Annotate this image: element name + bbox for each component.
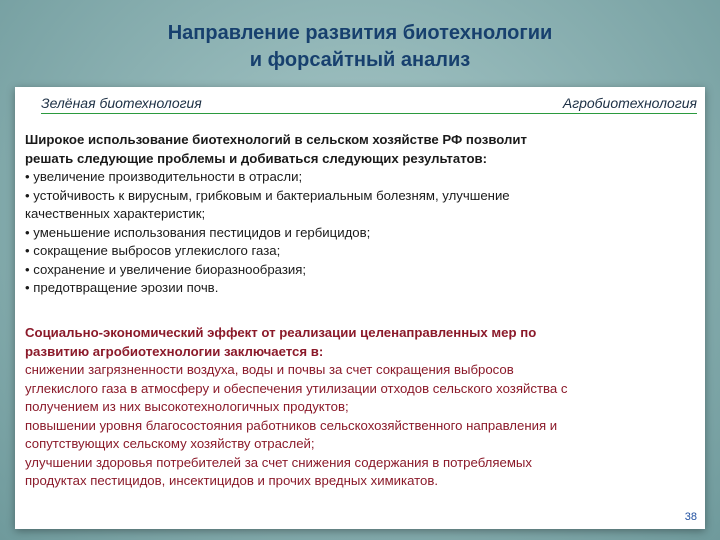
content-panel bbox=[15, 87, 705, 529]
results-item: • предотвращение эрозии почв. bbox=[25, 280, 219, 295]
title-line-2: и форсайтный анализ bbox=[249, 49, 471, 71]
results-lead-line-2: решать следующие проблемы и добиваться следующих результатов: bbox=[25, 150, 488, 166]
subheader-row bbox=[41, 93, 697, 114]
page-number: 38 bbox=[684, 511, 697, 523]
subheader-left: Зелёная биотехнология bbox=[41, 95, 202, 111]
effect-line: получением из них высокотехнологичных продуктов; bbox=[25, 399, 349, 414]
results-item: • увеличение производительности в отрасли; bbox=[25, 169, 303, 184]
effect-line: продуктах пестицидов, инсектицидов и прочих вредных химикатов. bbox=[25, 473, 439, 488]
results-lead-line-1: Широкое использование биотехнологий в сельском хозяйстве РФ позволит bbox=[25, 132, 527, 147]
effect-lead-line-1: Социально-экономический эффект от реализации целенаправленных мер по bbox=[25, 325, 537, 340]
results-item: • сокращение выбросов углекислого газа; bbox=[25, 243, 281, 258]
effect-line: улучшении здоровья потребителей за счет снижения содержания в потребляемых bbox=[25, 454, 532, 470]
results-item: качественных характеристик; bbox=[25, 206, 206, 221]
results-item: • уменьшение использования пестицидов и гербицидов; bbox=[25, 224, 371, 240]
effect-line: углекислого газа в атмосферу и обеспечения утилизации отходов сельского хозяйства с bbox=[25, 380, 568, 396]
results-section bbox=[25, 131, 700, 298]
results-item: • сохранение и увеличение биоразнообразия; bbox=[25, 261, 307, 277]
slide-title bbox=[60, 20, 660, 74]
effect-lead-line-2: развитию агробиотехнологии заключается в: bbox=[25, 343, 324, 359]
effect-line: снижении загрязненности воздуха, воды и почвы за счет сокращения выбросов bbox=[25, 362, 514, 377]
subheader-right: Агробиотехнология bbox=[562, 95, 697, 111]
title-line-1: Направление развития биотехнологии bbox=[167, 22, 553, 44]
effect-line: повышении уровня благосостояния работников сельскохозяйственного направления и bbox=[25, 417, 558, 433]
effect-section bbox=[25, 324, 700, 491]
effect-line: сопутствующих сельскому хозяйству отраслей; bbox=[25, 436, 315, 451]
results-item: • устойчивость к вирусным, грибковым и бактериальным болезням, улучшение bbox=[25, 187, 510, 203]
